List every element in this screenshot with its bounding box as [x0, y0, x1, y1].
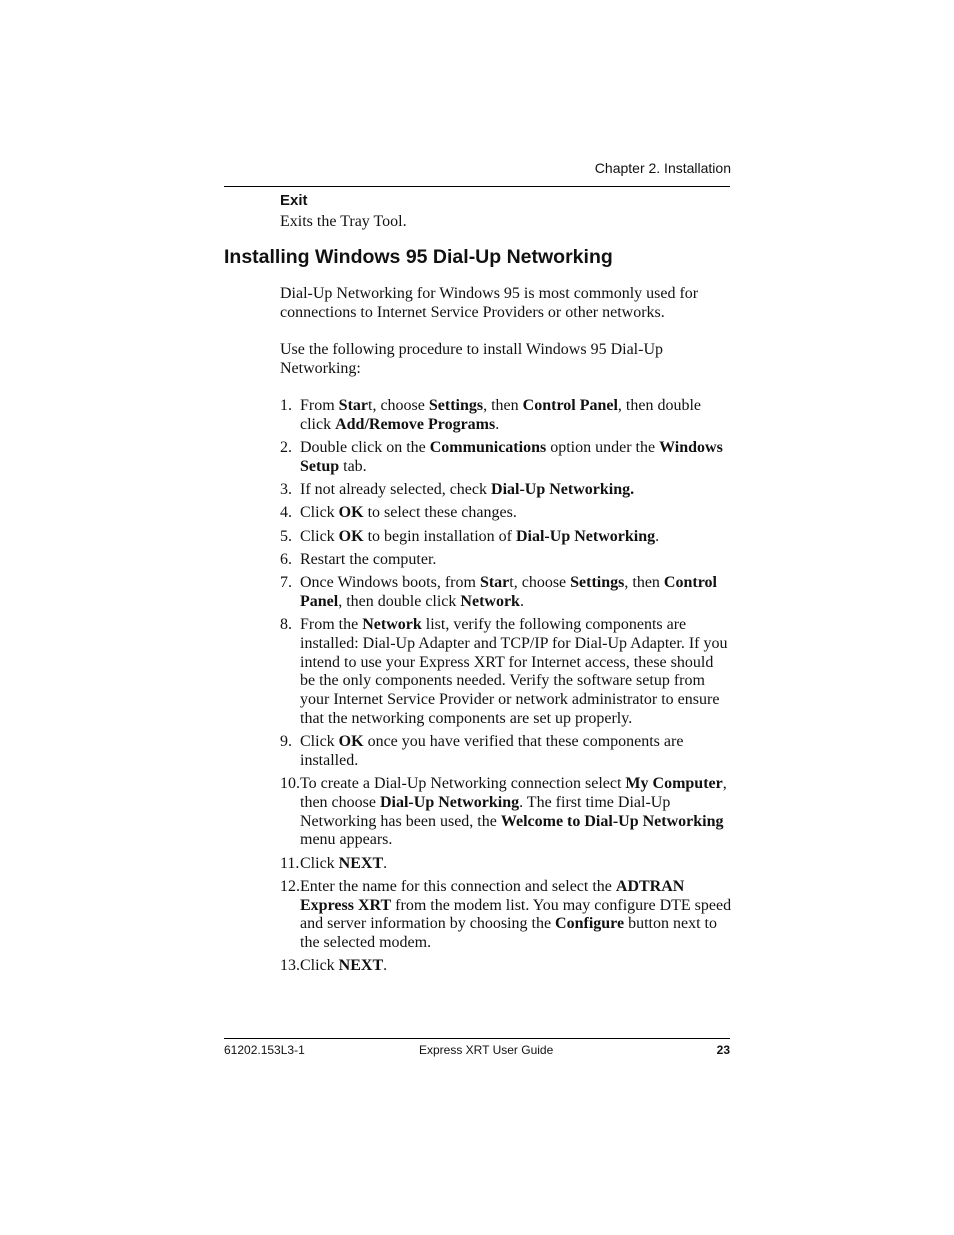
- section-content: [280, 285, 732, 981]
- footer-title: Express XRT User Guide: [419, 1043, 554, 1057]
- procedure-step: [280, 397, 732, 434]
- step-text-segment: Enter the name for this connection and select the: [300, 877, 616, 895]
- step-number: 4.: [280, 504, 292, 522]
- exit-description: Exits the Tray Tool.: [280, 213, 407, 230]
- step-text: [300, 775, 727, 848]
- step-emphasis: ADTRAN Express XRT: [300, 877, 685, 914]
- procedure-step: [280, 528, 732, 547]
- step-text-segment: To create a Dial-Up Networking connection select: [300, 775, 626, 793]
- step-number: 5.: [280, 527, 292, 545]
- step-number: 3.: [280, 481, 292, 499]
- procedure-step: [280, 733, 732, 770]
- step-text: [300, 878, 731, 951]
- step-emphasis: Star: [479, 574, 510, 592]
- step-emphasis: Control Panel: [300, 574, 717, 611]
- step-text-segment: , then double click: [300, 397, 702, 433]
- step-number: 13.: [280, 957, 300, 975]
- step-emphasis: Communications: [429, 439, 547, 457]
- procedure-step: [280, 616, 732, 728]
- step-emphasis: Dial-Up Networking: [379, 793, 520, 811]
- procedure-step: [280, 855, 732, 874]
- step-text: [300, 616, 727, 727]
- step-number: 6.: [280, 551, 292, 569]
- step-emphasis: NEXT: [338, 854, 384, 872]
- step-text: [300, 439, 723, 475]
- step-emphasis: Network: [460, 593, 520, 611]
- step-text-segment: .: [655, 527, 660, 545]
- step-text-segment: Double click on the: [300, 439, 430, 457]
- step-number: 10.: [280, 775, 300, 793]
- step-emphasis: OK: [338, 527, 364, 545]
- step-text: [300, 551, 436, 568]
- step-text-segment: t, choose: [368, 397, 429, 415]
- step-text-segment: option under the: [546, 439, 660, 457]
- page-number: 23: [716, 1043, 730, 1057]
- step-text-segment: to select these changes.: [363, 504, 517, 522]
- step-text-segment: menu appears.: [300, 831, 393, 849]
- step-number: 1.: [280, 397, 292, 415]
- step-text-segment: t, choose: [509, 574, 571, 592]
- step-text-segment: list, verify the following components are installed: Dial-Up Adapter and TCP/IP for Dial-Up Adapter. If you intend to use your Express XRT for Internet access, these should be the only components needed. Verify the software setup from your Internet Service Provider or network administrator to ensure that the networking components are set up properly.: [300, 616, 728, 727]
- step-emphasis: OK: [338, 733, 364, 751]
- step-text-segment: Click: [300, 504, 339, 522]
- step-emphasis: Settings: [570, 574, 625, 592]
- step-number: 2.: [280, 439, 292, 457]
- step-text-segment: , then: [624, 574, 664, 592]
- step-number: 8.: [280, 616, 292, 634]
- header-divider: [224, 186, 730, 187]
- step-text-segment: .: [383, 957, 388, 975]
- footer-doc-number: 61202.153L3-1: [224, 1043, 305, 1057]
- step-emphasis: OK: [338, 504, 364, 522]
- step-text: [300, 397, 701, 433]
- step-text-segment: button next to the selected modem.: [300, 915, 717, 951]
- step-emphasis: Dial-Up Networking: [515, 527, 656, 545]
- step-text-segment: If not already selected, check: [300, 481, 492, 499]
- exit-definition: [280, 191, 730, 231]
- step-text-segment: Restart the computer.: [300, 551, 437, 569]
- step-text-segment: Click: [300, 733, 339, 751]
- intro-paragraph: Dial-Up Networking for Windows 95 is most commonly used for connections to Internet Service Providers or other networks.: [280, 285, 699, 321]
- step-emphasis: Windows Setup: [300, 439, 723, 475]
- step-text-segment: . The first time Dial-Up Networking has been used, the: [300, 793, 671, 830]
- step-text: [300, 733, 683, 769]
- step-text: [300, 504, 517, 521]
- step-text-segment: once you have verified that these components are installed.: [300, 733, 684, 769]
- step-text-segment: .: [383, 854, 388, 872]
- procedure-step: [280, 775, 732, 850]
- step-emphasis: Settings: [428, 397, 484, 415]
- step-text-segment: Once Windows boots, from: [300, 574, 480, 592]
- step-emphasis: My Computer: [625, 775, 723, 793]
- procedure-step: [280, 481, 732, 500]
- procedure-step: [280, 504, 732, 523]
- step-text-segment: .: [519, 593, 524, 611]
- section-heading: Installing Windows 95 Dial-Up Networking: [224, 246, 613, 268]
- step-text: [300, 574, 717, 610]
- step-emphasis: Star: [338, 397, 368, 415]
- step-text-segment: , then double click: [338, 593, 461, 611]
- step-text: [300, 481, 634, 498]
- step-text-segment: Click: [300, 957, 339, 975]
- step-emphasis: Network: [362, 616, 422, 634]
- step-text: [300, 528, 659, 545]
- step-number: 12.: [280, 877, 300, 895]
- step-text: [300, 957, 387, 974]
- step-number: 7.: [280, 574, 292, 592]
- step-number: 11.: [280, 854, 300, 872]
- procedure-steps: [280, 397, 732, 976]
- step-emphasis: NEXT: [338, 957, 384, 975]
- step-text: [300, 855, 387, 872]
- step-text-segment: .: [495, 415, 500, 433]
- procedure-step: [280, 439, 732, 476]
- footer-divider: [224, 1038, 730, 1039]
- step-emphasis: Welcome to Dial-Up Networking: [500, 812, 724, 830]
- procedure-step: [280, 551, 732, 570]
- exit-term: Exit: [280, 192, 308, 209]
- step-text-segment: tab.: [339, 457, 367, 475]
- step-emphasis: Add/Remove Programs: [335, 415, 496, 433]
- procedure-intro-paragraph: Use the following procedure to install Windows 95 Dial-Up Networking:: [280, 341, 663, 377]
- procedure-step: [280, 878, 732, 953]
- step-text-segment: from the modem list. You may configure DTE speed and server information by choosing the: [300, 896, 732, 933]
- step-text-segment: Click: [300, 527, 339, 545]
- step-text-segment: Click: [300, 854, 339, 872]
- step-emphasis: Dial-Up Networking.: [491, 481, 635, 499]
- procedure-step: [280, 574, 732, 611]
- step-emphasis: Control Panel: [522, 397, 618, 415]
- procedure-step: [280, 957, 732, 976]
- step-text-segment: to begin installation of: [363, 527, 516, 545]
- step-emphasis: Configure: [555, 915, 625, 933]
- step-number: 9.: [280, 733, 292, 751]
- step-text-segment: From: [300, 397, 339, 415]
- step-text-segment: From the: [300, 616, 363, 634]
- step-text-segment: , then choose: [300, 775, 727, 811]
- step-text-segment: , then: [483, 397, 523, 415]
- running-header: Chapter 2. Installation: [594, 160, 731, 176]
